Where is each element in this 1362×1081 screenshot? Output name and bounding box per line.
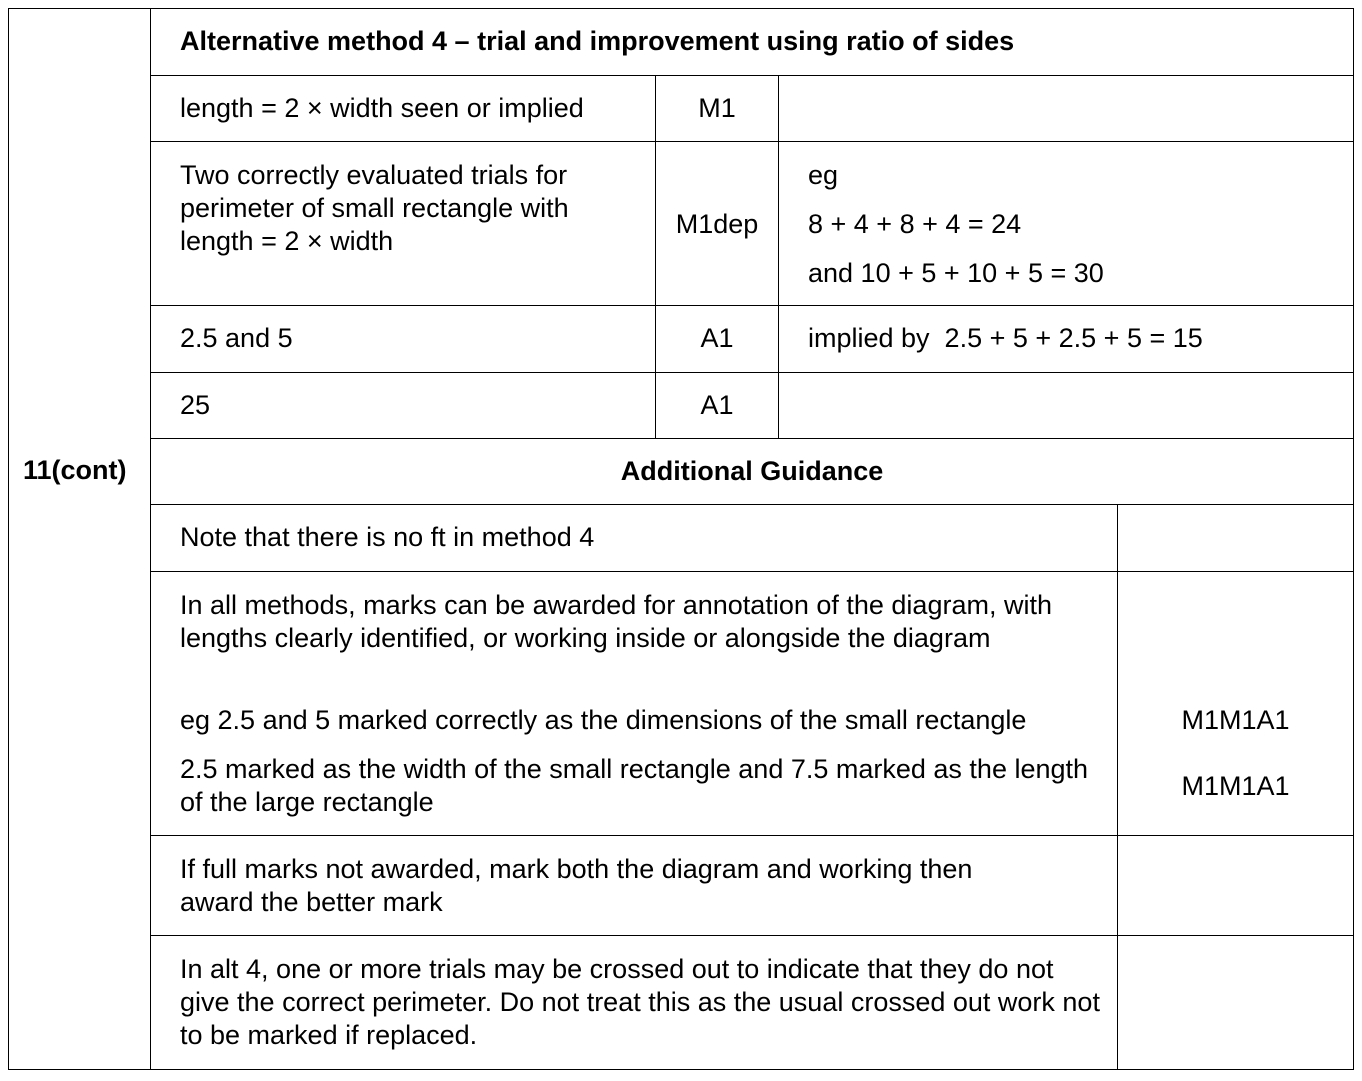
comments-cell xyxy=(779,142,1353,305)
mark-row xyxy=(151,373,1353,439)
mark-code: M1 xyxy=(698,93,736,123)
guidance-mark-cell xyxy=(1118,505,1353,571)
comments-cell xyxy=(779,306,1353,372)
guidance-text-cell xyxy=(151,936,1118,1069)
guidance-row xyxy=(151,936,1353,1069)
mark-row xyxy=(151,306,1353,373)
comments-cell xyxy=(779,373,1353,438)
answer-text: 25 xyxy=(180,390,211,420)
guidance-mark-cell xyxy=(1118,572,1353,835)
question-number: 11(cont) xyxy=(23,455,127,485)
guidance-text: In alt 4, one or more trials may be crossed out to indicate that they do not give the correct perimeter. Do not treat this as the usual crossed out work not to be marked if replaced. xyxy=(180,954,1100,1050)
answer-cell xyxy=(151,373,656,438)
mark-row xyxy=(151,142,1353,306)
comments-cell xyxy=(779,76,1353,141)
answer-cell xyxy=(151,142,656,305)
mark-cell xyxy=(656,306,779,372)
question-number-column xyxy=(9,9,151,1069)
mark-row xyxy=(151,76,1353,142)
guidance-mark: M1M1A1 xyxy=(1181,771,1290,801)
guidance-heading: Additional Guidance xyxy=(620,456,884,486)
answer-text: 2.5 and 5 xyxy=(180,323,293,353)
mark-cell xyxy=(656,142,779,305)
mark-code: M1dep xyxy=(675,209,759,239)
guidance-row xyxy=(151,505,1353,572)
mark-code: A1 xyxy=(700,323,734,353)
guidance-heading-row xyxy=(151,439,1353,505)
guidance-text-cell xyxy=(151,836,1118,935)
guidance-text: Note that there is no ft in method 4 xyxy=(180,522,595,552)
guidance-row xyxy=(151,836,1353,936)
guidance-row xyxy=(151,572,1353,836)
answer-text: Two correctly evaluated trials for perimeter of small rectangle with length = 2 × width xyxy=(180,160,569,256)
guidance-mark: M1M1A1 xyxy=(1181,705,1290,735)
answer-text: length = 2 × width seen or implied xyxy=(180,93,584,123)
guidance-text: 2.5 marked as the width of the small rectangle and 7.5 marked as the length of the large rectangle xyxy=(180,754,1089,817)
guidance-text: eg 2.5 and 5 marked correctly as the dimensions of the small rectangle xyxy=(180,705,1027,735)
comment-line: eg xyxy=(808,160,839,190)
answer-cell xyxy=(151,306,656,372)
guidance-mark-cell xyxy=(1118,836,1353,935)
answer-cell xyxy=(151,76,656,141)
guidance-text-cell xyxy=(151,505,1118,571)
guidance-text: In all methods, marks can be awarded for annotation of the diagram, with lengths clearly identified, or working inside or alongside the diagram xyxy=(180,590,1052,653)
guidance-text-cell xyxy=(151,572,1118,835)
mark-cell xyxy=(656,373,779,438)
method-heading: Alternative method 4 – trial and improvement using ratio of sides xyxy=(180,26,1015,56)
comment-line: 8 + 4 + 8 + 4 = 24 xyxy=(808,209,1022,239)
comment-line: implied by 2.5 + 5 + 2.5 + 5 = 15 xyxy=(808,323,1203,353)
method-heading-row xyxy=(151,9,1353,76)
mark-scheme-table xyxy=(8,8,1354,1070)
comment-line: and 10 + 5 + 10 + 5 = 30 xyxy=(808,258,1104,288)
guidance-mark-cell xyxy=(1118,936,1353,1069)
mark-code: A1 xyxy=(700,390,734,420)
guidance-text: If full marks not awarded, mark both the diagram and working then award the better mark xyxy=(180,854,973,917)
mark-cell xyxy=(656,76,779,141)
